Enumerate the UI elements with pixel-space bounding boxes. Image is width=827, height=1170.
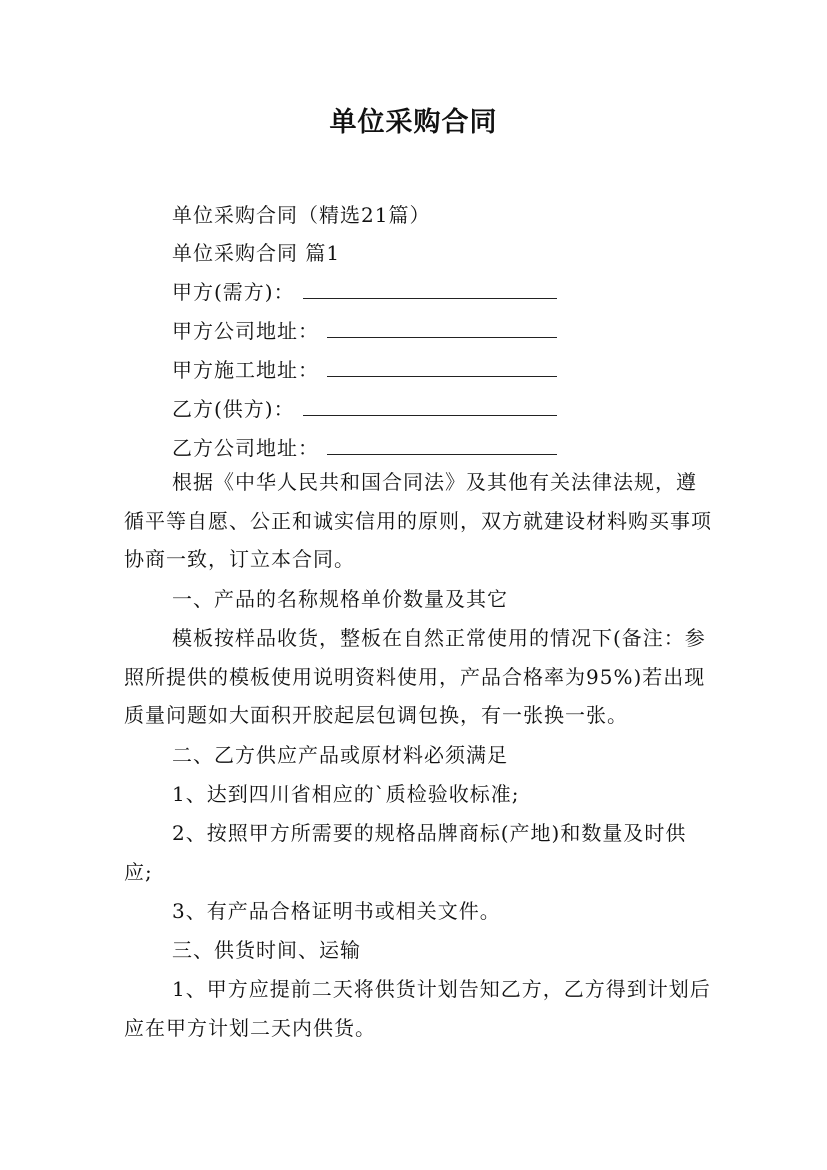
document-title: 单位采购合同: [329, 107, 498, 138]
field-label-party-a: 甲方(需方)：: [172, 280, 295, 304]
paragraph-preamble: 根据《中华人民共和国合同法》及其他有关法律法规，遵循平等自愿、公正和诚实信用的原则，双方就建设材料购买事项协商一致，订立本合同。: [124, 470, 712, 571]
field-blank-party-b: [303, 415, 557, 416]
field-blank-party-a-site-address: [327, 376, 557, 377]
field-label-party-a-site-address: 甲方施工地址：: [172, 358, 319, 382]
paragraph-section-two-heading: 二、乙方供应产品或原材料必须满足: [172, 743, 508, 767]
paragraph-item-1: 1、达到四川省相应的`质检验收标准;: [172, 782, 520, 806]
paragraph-section-three-heading: 三、供货时间、运输: [172, 938, 361, 962]
paragraph-item-3: 3、有产品合格证明书或相关文件。: [172, 899, 501, 923]
document-subtitle: 单位采购合同（精选21篇）: [172, 203, 431, 227]
field-label-party-b-company-address: 乙方公司地址：: [172, 436, 319, 460]
paragraph-section-three-item-1: 1、甲方应提前二天将供货计划告知乙方，乙方得到计划后应在甲方计划二天内供货。: [124, 977, 711, 1040]
field-blank-party-b-company-address: [327, 454, 557, 455]
field-blank-party-a-company-address: [327, 337, 557, 338]
field-label-party-b: 乙方(供方)：: [172, 397, 295, 421]
paragraph-item-2: 2、按照甲方所需要的规格品牌商标(产地)和数量及时供应;: [124, 821, 687, 884]
section-heading: 单位采购合同 篇1: [172, 241, 341, 265]
field-blank-party-a: [303, 298, 557, 299]
field-label-party-a-company-address: 甲方公司地址：: [172, 319, 319, 343]
paragraph-section-one-heading: 一、产品的名称规格单价数量及其它: [172, 587, 508, 611]
paragraph-section-one-body: 模板按样品收货，整板在自然正常使用的情况下(备注：参照所提供的模板使用说明资料使用，产品合格率为95%)若出现质量问题如大面积开胶起层包调包换，有一张换一张。: [124, 626, 706, 727]
